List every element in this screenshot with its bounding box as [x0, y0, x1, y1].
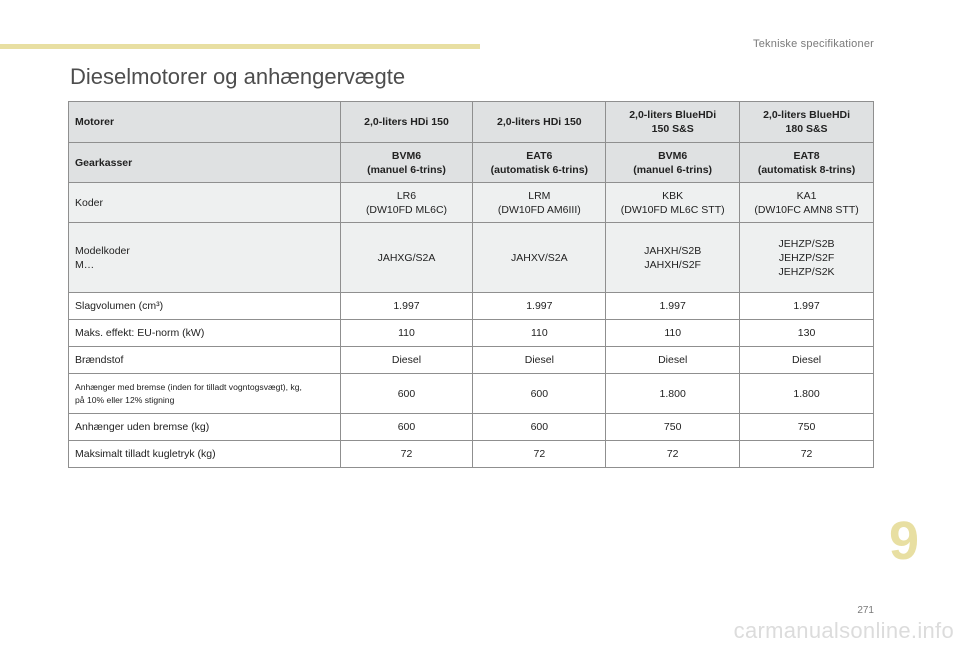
row-value: 72 [340, 441, 473, 468]
gearbox-col-2: EAT6 (automatisk 6-trins) [473, 143, 606, 183]
row-value: 1.800 [740, 374, 874, 414]
gearbox-row [69, 143, 874, 183]
gearbox-col-4: EAT8 (automatisk 8-trins) [740, 143, 874, 183]
row-value: 1.997 [473, 293, 606, 320]
row-value: 72 [740, 441, 874, 468]
page-title: Dieselmotorer og anhængervægte [70, 64, 406, 89]
codes-col-2: LRM (DW10FD AM6III) [473, 183, 606, 223]
top-accent-bar [0, 44, 480, 49]
row-value: 110 [606, 320, 740, 347]
row-value: 600 [473, 374, 606, 414]
header-label: Motorer [69, 102, 341, 143]
header-col-2: 2,0-liters HDi 150 [473, 102, 606, 143]
row-value: 750 [606, 414, 740, 441]
model-codes-col-4: JEHZP/S2B JEHZP/S2F JEHZP/S2K [740, 223, 874, 293]
gearbox-col-1: BVM6 (manuel 6-trins) [340, 143, 473, 183]
row-label: Slagvolumen (cm³) [69, 293, 341, 320]
row-value: 72 [606, 441, 740, 468]
table-row [69, 293, 874, 320]
codes-col-3: KBK (DW10FD ML6C STT) [606, 183, 740, 223]
table-header-row [69, 102, 874, 143]
watermark: carmanualsonline.info [733, 618, 954, 643]
header-col-1: 2,0-liters HDi 150 [340, 102, 473, 143]
row-label: Maks. effekt: EU-norm (kW) [69, 320, 341, 347]
model-codes-row [69, 223, 874, 293]
table-row [69, 374, 874, 414]
codes-col-1: LR6 (DW10FD ML6C) [340, 183, 473, 223]
page-number: 271 [857, 605, 874, 616]
row-value: 72 [473, 441, 606, 468]
header-col-3: 2,0-liters BlueHDi 150 S&S [606, 102, 740, 143]
row-value: 1.997 [606, 293, 740, 320]
row-value: 130 [740, 320, 874, 347]
row-value: 1.997 [740, 293, 874, 320]
row-value: Diesel [340, 347, 473, 374]
row-value: 110 [340, 320, 473, 347]
spec-table [68, 101, 874, 468]
table-row [69, 320, 874, 347]
chapter-number: 9 [889, 511, 920, 571]
row-value: 1.800 [606, 374, 740, 414]
row-label: Brændstof [69, 347, 341, 374]
row-label: Maksimalt tilladt kugletryk (kg) [69, 441, 341, 468]
row-value: Diesel [606, 347, 740, 374]
table-row [69, 347, 874, 374]
gearbox-col-3: BVM6 (manuel 6-trins) [606, 143, 740, 183]
row-value: 600 [340, 414, 473, 441]
table-row [69, 441, 874, 468]
row-value: 110 [473, 320, 606, 347]
model-codes-col-1: JAHXG/S2A [340, 223, 473, 293]
model-codes-col-3: JAHXH/S2B JAHXH/S2F [606, 223, 740, 293]
model-codes-col-2: JAHXV/S2A [473, 223, 606, 293]
row-label: Anhænger uden bremse (kg) [69, 414, 341, 441]
row-value: 750 [740, 414, 874, 441]
table-row [69, 414, 874, 441]
row-value: 600 [473, 414, 606, 441]
codes-col-4: KA1 (DW10FC AMN8 STT) [740, 183, 874, 223]
row-value: 1.997 [340, 293, 473, 320]
row-value: 600 [340, 374, 473, 414]
section-label: Tekniske specifikationer [753, 38, 874, 50]
model-codes-label: Modelkoder M… [69, 223, 341, 293]
codes-row [69, 183, 874, 223]
codes-label: Koder [69, 183, 341, 223]
row-value: Diesel [740, 347, 874, 374]
row-value: Diesel [473, 347, 606, 374]
gearbox-label: Gearkasser [69, 143, 341, 183]
row-label: Anhænger med bremse (inden for tilladt vogntogsvægt), kg, på 10% eller 12% stigning [69, 374, 341, 414]
header-col-4: 2,0-liters BlueHDi 180 S&S [740, 102, 874, 143]
